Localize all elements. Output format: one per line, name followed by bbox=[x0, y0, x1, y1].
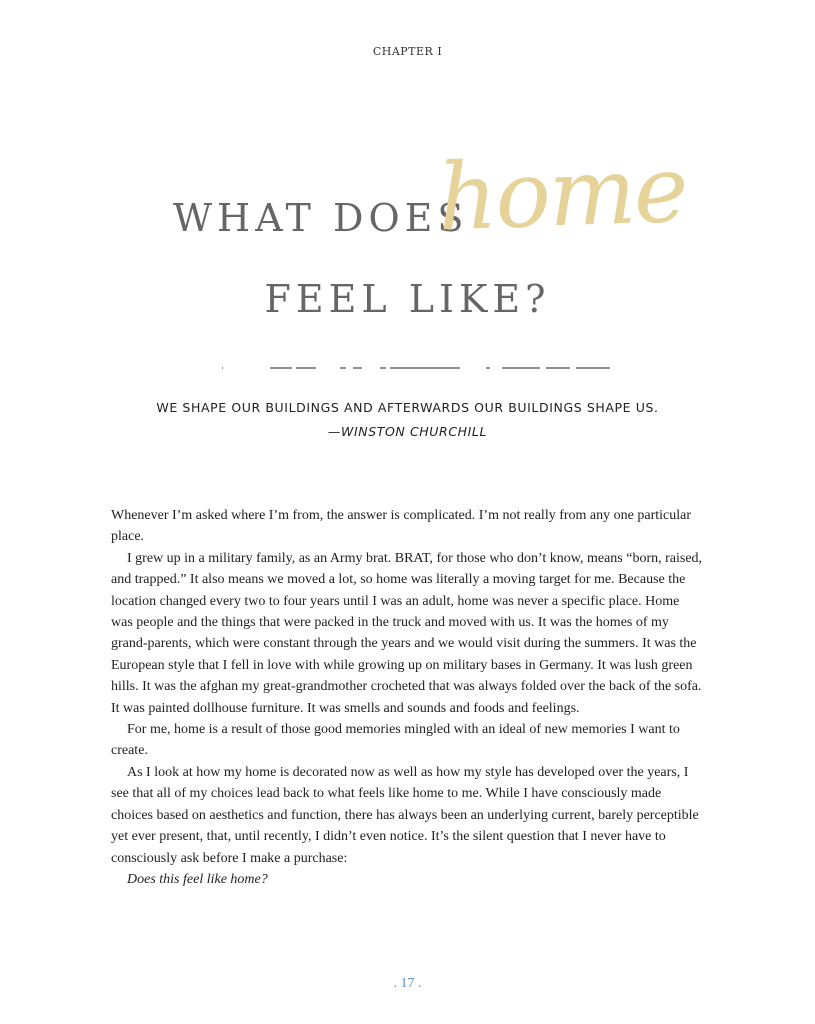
body-paragraph: For me, home is a result of those good memories mingled with an ideal of new memories I want to create. bbox=[111, 722, 680, 759]
title-script-word: home bbox=[436, 135, 689, 252]
epigraph-quote: WE SHAPE OUR BUILDINGS AND AFTERWARDS OUR BUILDINGS SHAPE US. bbox=[156, 400, 659, 415]
title-line-2: FEEL LIKE? bbox=[264, 277, 551, 321]
title-line-1: WHAT DOES bbox=[173, 196, 469, 240]
body-text bbox=[111, 505, 703, 890]
body-paragraph: Whenever I’m asked where I’m from, the answer is complicated. I’m not really from any one particular place. bbox=[111, 508, 691, 545]
page-number: . 17 . bbox=[393, 976, 422, 991]
chapter-label: CHAPTER I bbox=[372, 45, 443, 58]
body-paragraph: I grew up in a military family, as an Army brat. BRAT, for those who don’t know, means “born, raised, and trapped.” It also means we moved a lot, so home was literally a moving target for me. Because the location changed every two to four years until I was an adult, home was never a specific place. Home was people and the things that were packed in the truck and moved with us. It was the homes of my grand-parents, which were constant through the years and we would visit during the summers. It was the European style that I fell in love with while growing up on military bases in Germany. It was lush green hills. It was the afghan my great-grandmother crocheted that was always folded over the back of the sofa. It was painted dollhouse furniture. It was smells and sounds and foods and feelings. bbox=[111, 550, 703, 716]
epigraph-author: —WINSTON CHURCHILL bbox=[327, 424, 488, 439]
decorative-divider bbox=[210, 362, 620, 372]
body-closing-question: Does this feel like home? bbox=[127, 871, 268, 887]
body-paragraph: As I look at how my home is decorated now as well as how my style has developed over the years, I see that all of my choices lead back to what feels like home to me. While I have consciously made choices based on aesthetics and function, there has always been an underlying current, barely perceptible yet ever present, that, until recently, I didn’t even notice. It’s the silent question that I never have to consciously ask before I make a purchase: bbox=[111, 764, 699, 866]
